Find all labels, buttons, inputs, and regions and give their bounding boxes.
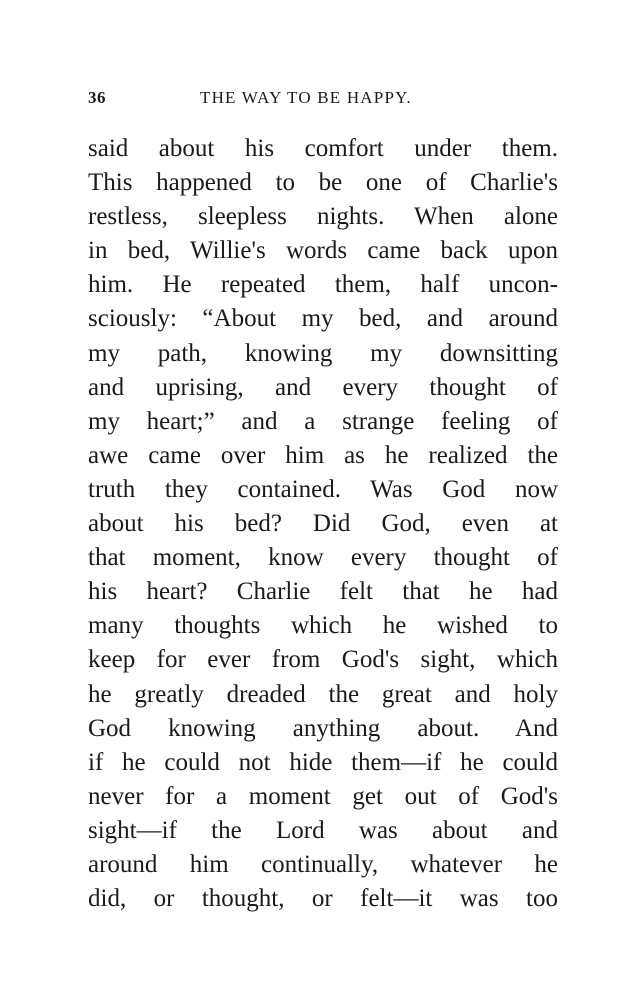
- text-line: did, or thought, or felt—it was too: [88, 885, 558, 913]
- text-line: that moment, know every thought of: [88, 544, 558, 572]
- text-line: never for a moment get out of God's: [88, 782, 558, 810]
- text-line: many thoughts which he wished to: [88, 612, 558, 640]
- text-line: truth they contained. Was God now: [88, 475, 558, 503]
- text-line: my heart;” and a strange feeling of: [88, 407, 558, 435]
- text-line: keep for ever from God's sight, which: [88, 646, 558, 674]
- text-line: in bed, Willie's words came back upon: [88, 237, 558, 265]
- text-line: him. He repeated them, half uncon-: [88, 271, 558, 299]
- text-line: if he could not hide them—if he could: [88, 748, 558, 776]
- text-line: his heart? Charlie felt that he had: [88, 578, 558, 606]
- page-header: [88, 88, 558, 110]
- text-line: said about his comfort under them.: [88, 135, 558, 162]
- text-line: God knowing anything about. And: [88, 714, 558, 742]
- text-line: restless, sleepless nights. When alone: [88, 203, 558, 231]
- text-line: around him continually, whatever he: [88, 850, 558, 878]
- text-line: This happened to be one of Charlie's: [88, 169, 558, 197]
- text-line: sight—if the Lord was about and: [88, 816, 558, 844]
- text-line: and uprising, and every thought of: [88, 373, 558, 401]
- text-line: sciously: “About my bed, and around: [88, 305, 558, 333]
- text-line: awe came over him as he realized the: [88, 441, 558, 469]
- text-line: about his bed? Did God, even at: [88, 510, 558, 538]
- running-title: THE WAY TO BE HAPPY.: [200, 88, 412, 107]
- text-line: he greatly dreaded the great and holy: [88, 680, 558, 708]
- page-number: 36: [88, 88, 106, 107]
- body-text: [88, 132, 558, 916]
- text-line: my path, knowing my downsitting: [88, 339, 558, 367]
